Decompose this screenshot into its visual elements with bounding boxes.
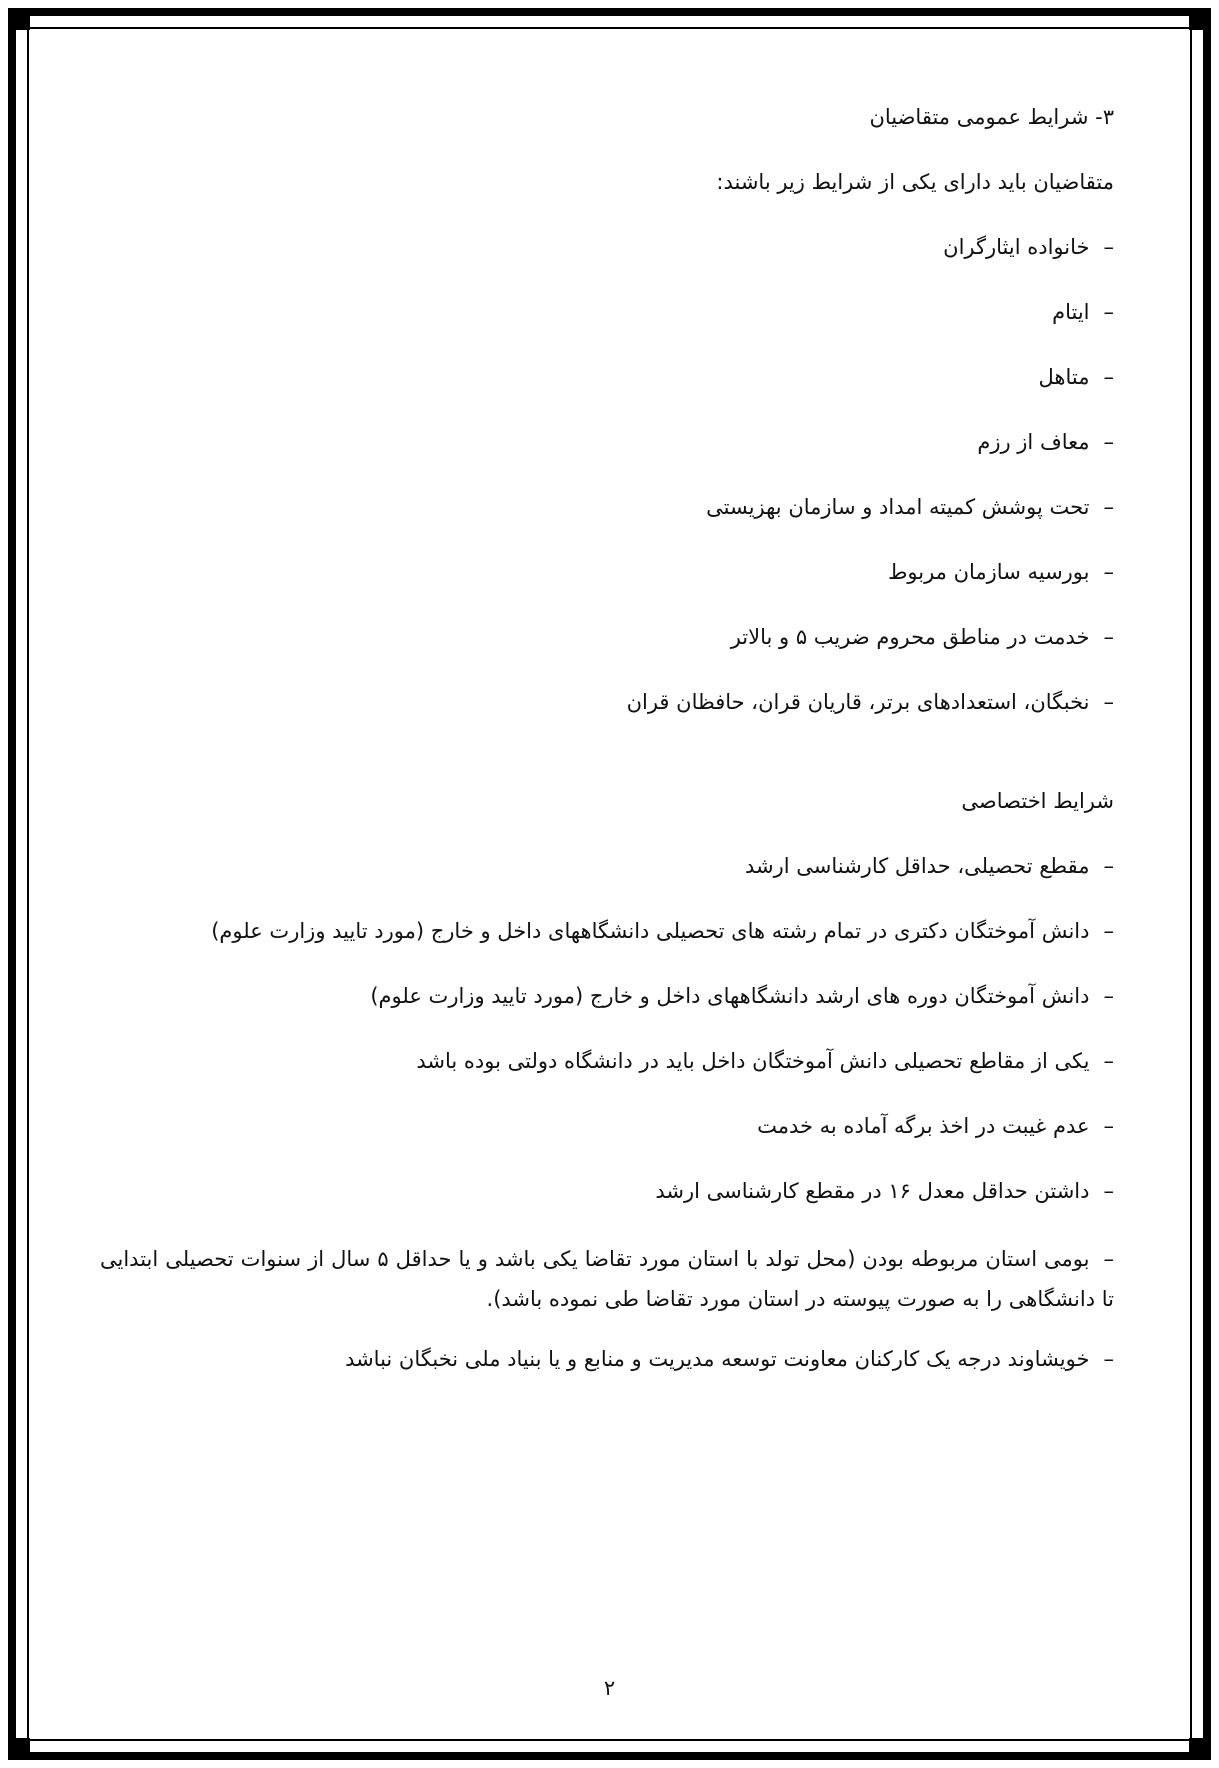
border-corner-ornament [1189, 1738, 1211, 1760]
bullet-dash: – [1103, 1179, 1114, 1203]
list-item: –بومی استان مربوطه بودن (محل تولد با استان مورد تقاضا یکی باشد و یا حداقل ۵ سال از سنوات تحصیلی ابتدایی تا دانشگاهی را به صورت پیوسته در استان مورد تقاضا طی نموده باشد). [100, 1247, 1114, 1311]
list-item: –خانواده ایثارگران [943, 235, 1114, 259]
bullet-dash: – [1103, 560, 1114, 584]
list-item: –دانش آموختگان دکتری در تمام رشته های تحصیلی دانشگاههای داخل و خارج (مورد تایید وزارت علوم) [211, 919, 1114, 943]
bullet-dash: – [1103, 1247, 1114, 1271]
list-item: –خدمت در مناطق محروم ضریب ۵ و بالاتر [730, 625, 1114, 649]
border-corner-ornament [1189, 8, 1211, 30]
bullet-dash: – [1103, 625, 1114, 649]
list-item: –نخبگان، استعدادهای برتر، قاریان قران، حافظان قران [626, 690, 1114, 714]
list-item: –داشتن حداقل معدل ۱۶ در مقطع کارشناسی ارشد [655, 1179, 1114, 1203]
bullet-dash: – [1103, 430, 1114, 454]
list-item: –دانش آموختگان دوره های ارشد دانشگاههای داخل و خارج (مورد تایید وزارت علوم) [370, 984, 1114, 1008]
bullet-dash: – [1103, 690, 1114, 714]
bullet-dash: – [1103, 365, 1114, 389]
section-intro: متقاضیان باید دارای یکی از شرایط زیر باشند: [716, 170, 1114, 194]
section-spacer [100, 750, 1114, 784]
list-item: –عدم غیبت در اخذ برگه آماده به خدمت [757, 1114, 1114, 1138]
bullet-dash: – [1103, 984, 1114, 1008]
list-item: –خویشاوند درجه یک کارکنان معاونت توسعه مدیریت و منابع و یا بنیاد ملی نخبگان نباشد [345, 1347, 1114, 1371]
bullet-dash: – [1103, 300, 1114, 324]
list-item: –تحت پوشش کمیته امداد و سازمان بهزیستی [706, 495, 1114, 519]
special-heading: شرایط اختصاصی [961, 789, 1114, 813]
list-item: –بورسیه سازمان مربوط [887, 560, 1114, 584]
list-item: –ایتام [1052, 300, 1114, 324]
list-item: –یکی از مقاطع تحصیلی دانش آموختگان داخل باید در دانشگاه دولتی بوده باشد [416, 1049, 1114, 1073]
list-item: –مقطع تحصیلی، حداقل کارشناسی ارشد [744, 854, 1114, 878]
section-heading: ۳- شرایط عمومی متقاضیان [869, 105, 1114, 129]
bullet-dash: – [1103, 1114, 1114, 1138]
bullet-dash: – [1103, 1049, 1114, 1073]
page-number: ۲ [603, 1676, 616, 1700]
border-corner-ornament [8, 8, 30, 30]
list-item: –معاف از رزم [977, 430, 1114, 454]
bullet-dash: – [1103, 1347, 1114, 1371]
bullet-dash: – [1103, 495, 1114, 519]
bullet-dash: – [1103, 919, 1114, 943]
document-body [100, 100, 1114, 1407]
border-corner-ornament [8, 1738, 30, 1760]
bullet-dash: – [1103, 235, 1114, 259]
list-item: –متاهل [1038, 365, 1114, 389]
bullet-dash: – [1103, 854, 1114, 878]
